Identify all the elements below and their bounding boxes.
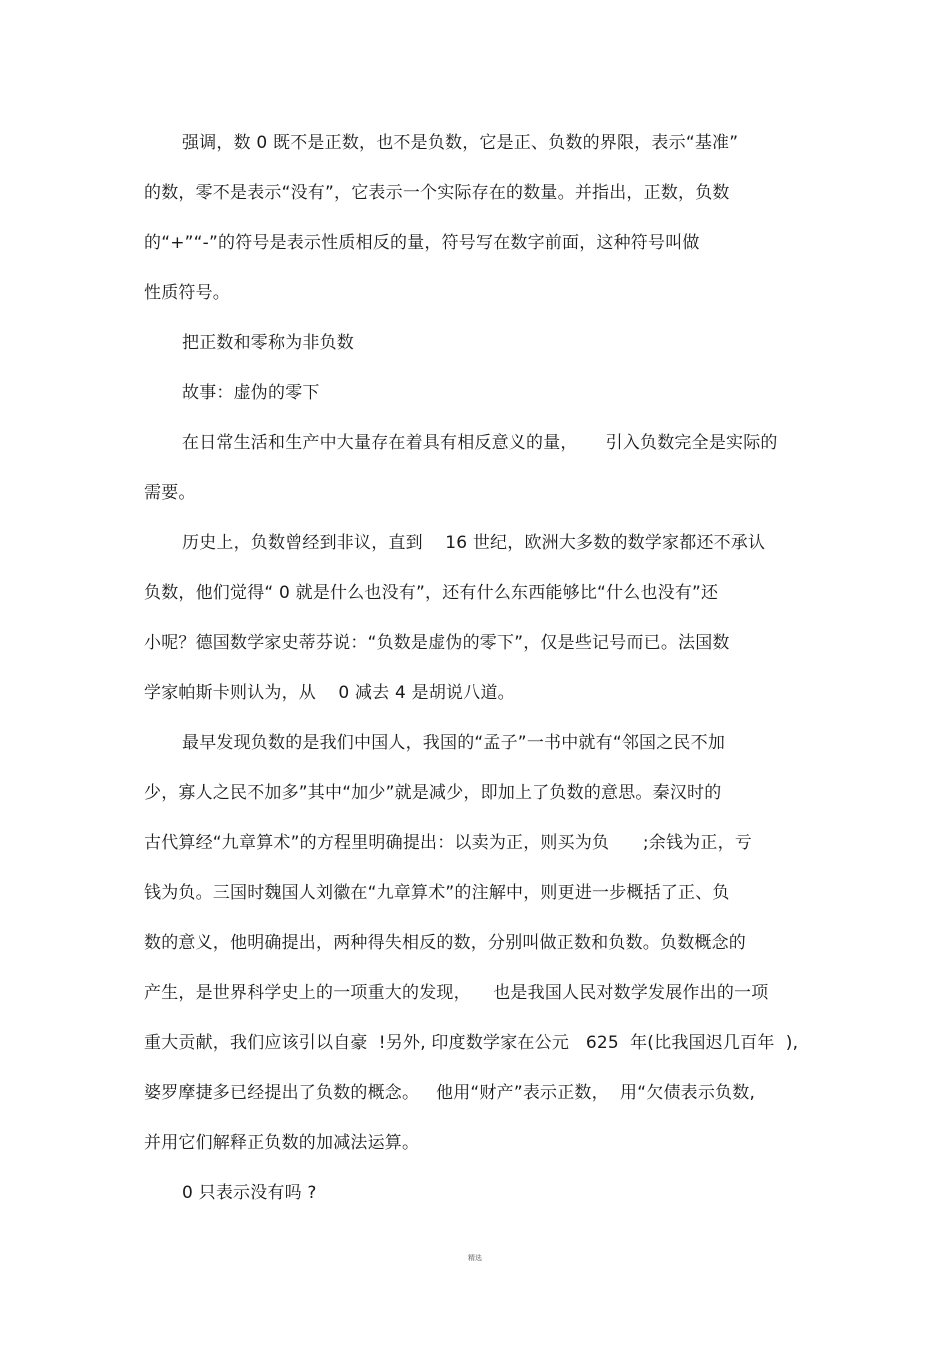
text-line: 在日常生活和生产中大量存在着具有相反意义的量， 引入负数完全是实际的 <box>182 433 778 453</box>
text-line: 数的意义，他明确提出，两种得失相反的数，分别叫做正数和负数。负数概念的 <box>144 933 746 953</box>
text-line: 婆罗摩捷多已经提出了负数的概念。 他用“财产”表示正数， 用“欠债表示负数, <box>144 1083 756 1103</box>
text-line: 需要。 <box>144 483 196 503</box>
text-line: 把正数和零称为非负数 <box>182 333 354 353</box>
text-line: 并用它们解释正负数的加减法运算。 <box>144 1133 420 1153</box>
text-line: 钱为负。三国时魏国人刘徽在“九章算术”的注解中，则更进一步概括了正、负 <box>144 883 730 903</box>
text-line: 小呢？德国数学家史蒂芬说：“负数是虚伪的零下”，仅是些记号而已。法国数 <box>144 633 730 653</box>
section-heading: 0 只表示没有吗 ? <box>182 1183 317 1203</box>
text-line: 强调，数 0 既不是正数，也不是负数，它是正、负数的界限，表示“基准” <box>182 133 739 153</box>
text-line: 的“+”“-”的符号是表示性质相反的量，符号写在数字前面，这种符号叫做 <box>144 233 700 253</box>
text-line: 历史上，负数曾经到非议，直到 16 世纪，欧洲大多数的数学家都还不承认 <box>182 533 766 553</box>
text-line: 古代算经“九章算术”的方程里明确提出：以卖为正，则买为负 ;余钱为正，亏 <box>144 833 752 853</box>
text-line: 学家帕斯卡则认为，从 0 减去 4 是胡说八道。 <box>144 683 515 703</box>
text-line: 产生，是世界科学史上的一项重大的发现， 也是我国人民对数学发展作出的一项 <box>144 983 769 1003</box>
section-heading: 故事：虚伪的零下 <box>182 383 320 403</box>
text-line: 最早发现负数的是我们中国人，我国的“孟子”一书中就有“邻国之民不加 <box>182 733 726 753</box>
text-line: 少，寡人之民不加多”其中“加少”就是减少，即加上了负数的意思。秦汉时的 <box>144 783 722 803</box>
page-footer: 精选 <box>468 1254 482 1262</box>
text-line: 性质符号。 <box>144 283 230 303</box>
text-line: 重大贡献，我们应该引以自豪 !另外, 印度数学家在公元 625 年(比我国迟几百年 ), <box>144 1033 799 1053</box>
text-line: 负数，他们觉得“ 0 就是什么也没有”，还有什么东西能够比“什么也没有”还 <box>144 583 719 603</box>
text-line: 的数，零不是表示“没有”，它表示一个实际存在的数量。并指出，正数，负数 <box>144 183 730 203</box>
